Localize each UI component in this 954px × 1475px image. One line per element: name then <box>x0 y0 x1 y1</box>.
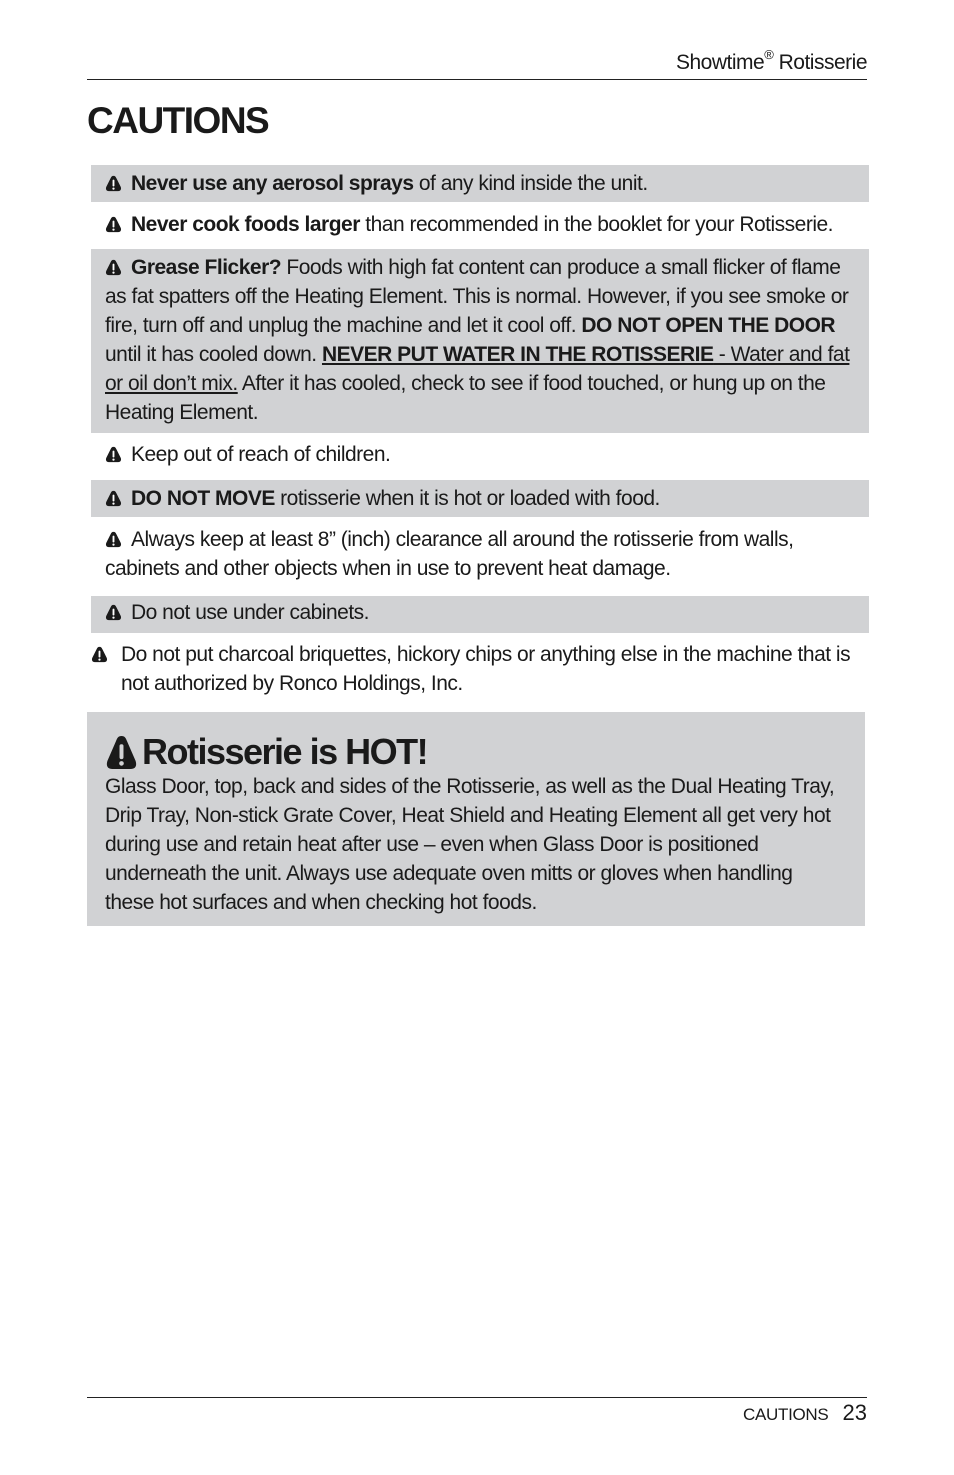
caution-do-not-move <box>91 480 869 517</box>
caution-grease-flicker <box>91 249 869 433</box>
warning-icon <box>105 446 122 463</box>
caution-text: Keep out of reach of children. <box>131 443 391 466</box>
caution-underlined-text: - Water and fat or oil don’t mix. <box>105 343 850 395</box>
caution-text: of any kind inside the unit. <box>413 172 648 195</box>
warning-icon <box>91 646 108 663</box>
hot-warning-body: Glass Door, top, back and sides of the Rotisserie, as well as the Dual Heating Tray, Drip Tray, Non-stick Grate Cover, Heat Shield and Heating Element all get very hot during use and retain heat after use – even when Glass Door is positioned underneath the unit. Always use adequate oven mitts or gloves when handling these hot surfaces and when checking hot foods. <box>105 775 835 914</box>
caution-cabinets <box>91 596 869 633</box>
warning-icon <box>105 734 138 771</box>
caution-food-size <box>91 210 869 246</box>
caution-bold: Never cook foods larger <box>131 213 360 236</box>
registered-mark: ® <box>764 47 774 62</box>
header-title-rest: Rotisserie <box>773 51 867 74</box>
footer-divider <box>87 1397 867 1398</box>
caution-text: Always keep at least 8” (inch) clearance all around the rotisserie from walls, cabinets and other objects when in use to prevent heat damage. <box>105 528 794 580</box>
page-title: CAUTIONS <box>87 100 269 141</box>
caution-bold-water: NEVER PUT WATER IN THE ROTISSERIE <box>321 343 714 366</box>
caution-bold-door: DO NOT OPEN THE DOOR <box>581 314 836 337</box>
caution-text: Do not put charcoal briquettes, hickory chips or anything else in the machine that is not authorized by Ronco Holdings, Inc. <box>121 643 851 695</box>
running-header <box>676 49 867 75</box>
hot-warning-box <box>87 712 865 926</box>
footer-section-label: CAUTIONS <box>743 1405 829 1424</box>
caution-text: After it has cooled, check to see if food touched, or hung up on the Heating Element. <box>105 372 826 424</box>
hot-warning-title <box>105 732 845 772</box>
warning-icon <box>105 531 122 548</box>
caution-text: Do not use under cabinets. <box>131 601 369 624</box>
caution-bold: Grease Flicker? <box>131 256 282 279</box>
warning-icon <box>105 490 122 507</box>
caution-text: than recommended in the booklet for your Rotisserie. <box>359 213 834 236</box>
warning-icon <box>105 175 122 192</box>
caution-charcoal <box>91 640 869 704</box>
caution-aerosol-sprays <box>91 165 869 202</box>
caution-bold: Never use any aerosol sprays <box>131 172 414 195</box>
warning-icon <box>105 604 122 621</box>
caution-bold: DO NOT MOVE <box>131 487 275 510</box>
header-title-main: Showtime <box>676 51 765 74</box>
header-divider <box>87 79 867 80</box>
warning-icon <box>105 216 122 233</box>
page-number: 23 <box>842 1400 867 1425</box>
caution-text: Foods with high fat content can produce a small flicker of flame as fat spatters off the Heating Element. This is normal. However, if you see smoke or fire, turn off and unplug the machine and let it cool off. <box>105 256 849 337</box>
warning-icon <box>105 259 122 276</box>
caution-text: until it has cooled down. <box>105 343 322 366</box>
caution-children <box>91 440 869 476</box>
hot-warning-title-text: Rotisserie is HOT! <box>142 731 428 772</box>
caution-text: rotisserie when it is hot or loaded with food. <box>274 487 660 510</box>
caution-clearance <box>91 525 869 589</box>
